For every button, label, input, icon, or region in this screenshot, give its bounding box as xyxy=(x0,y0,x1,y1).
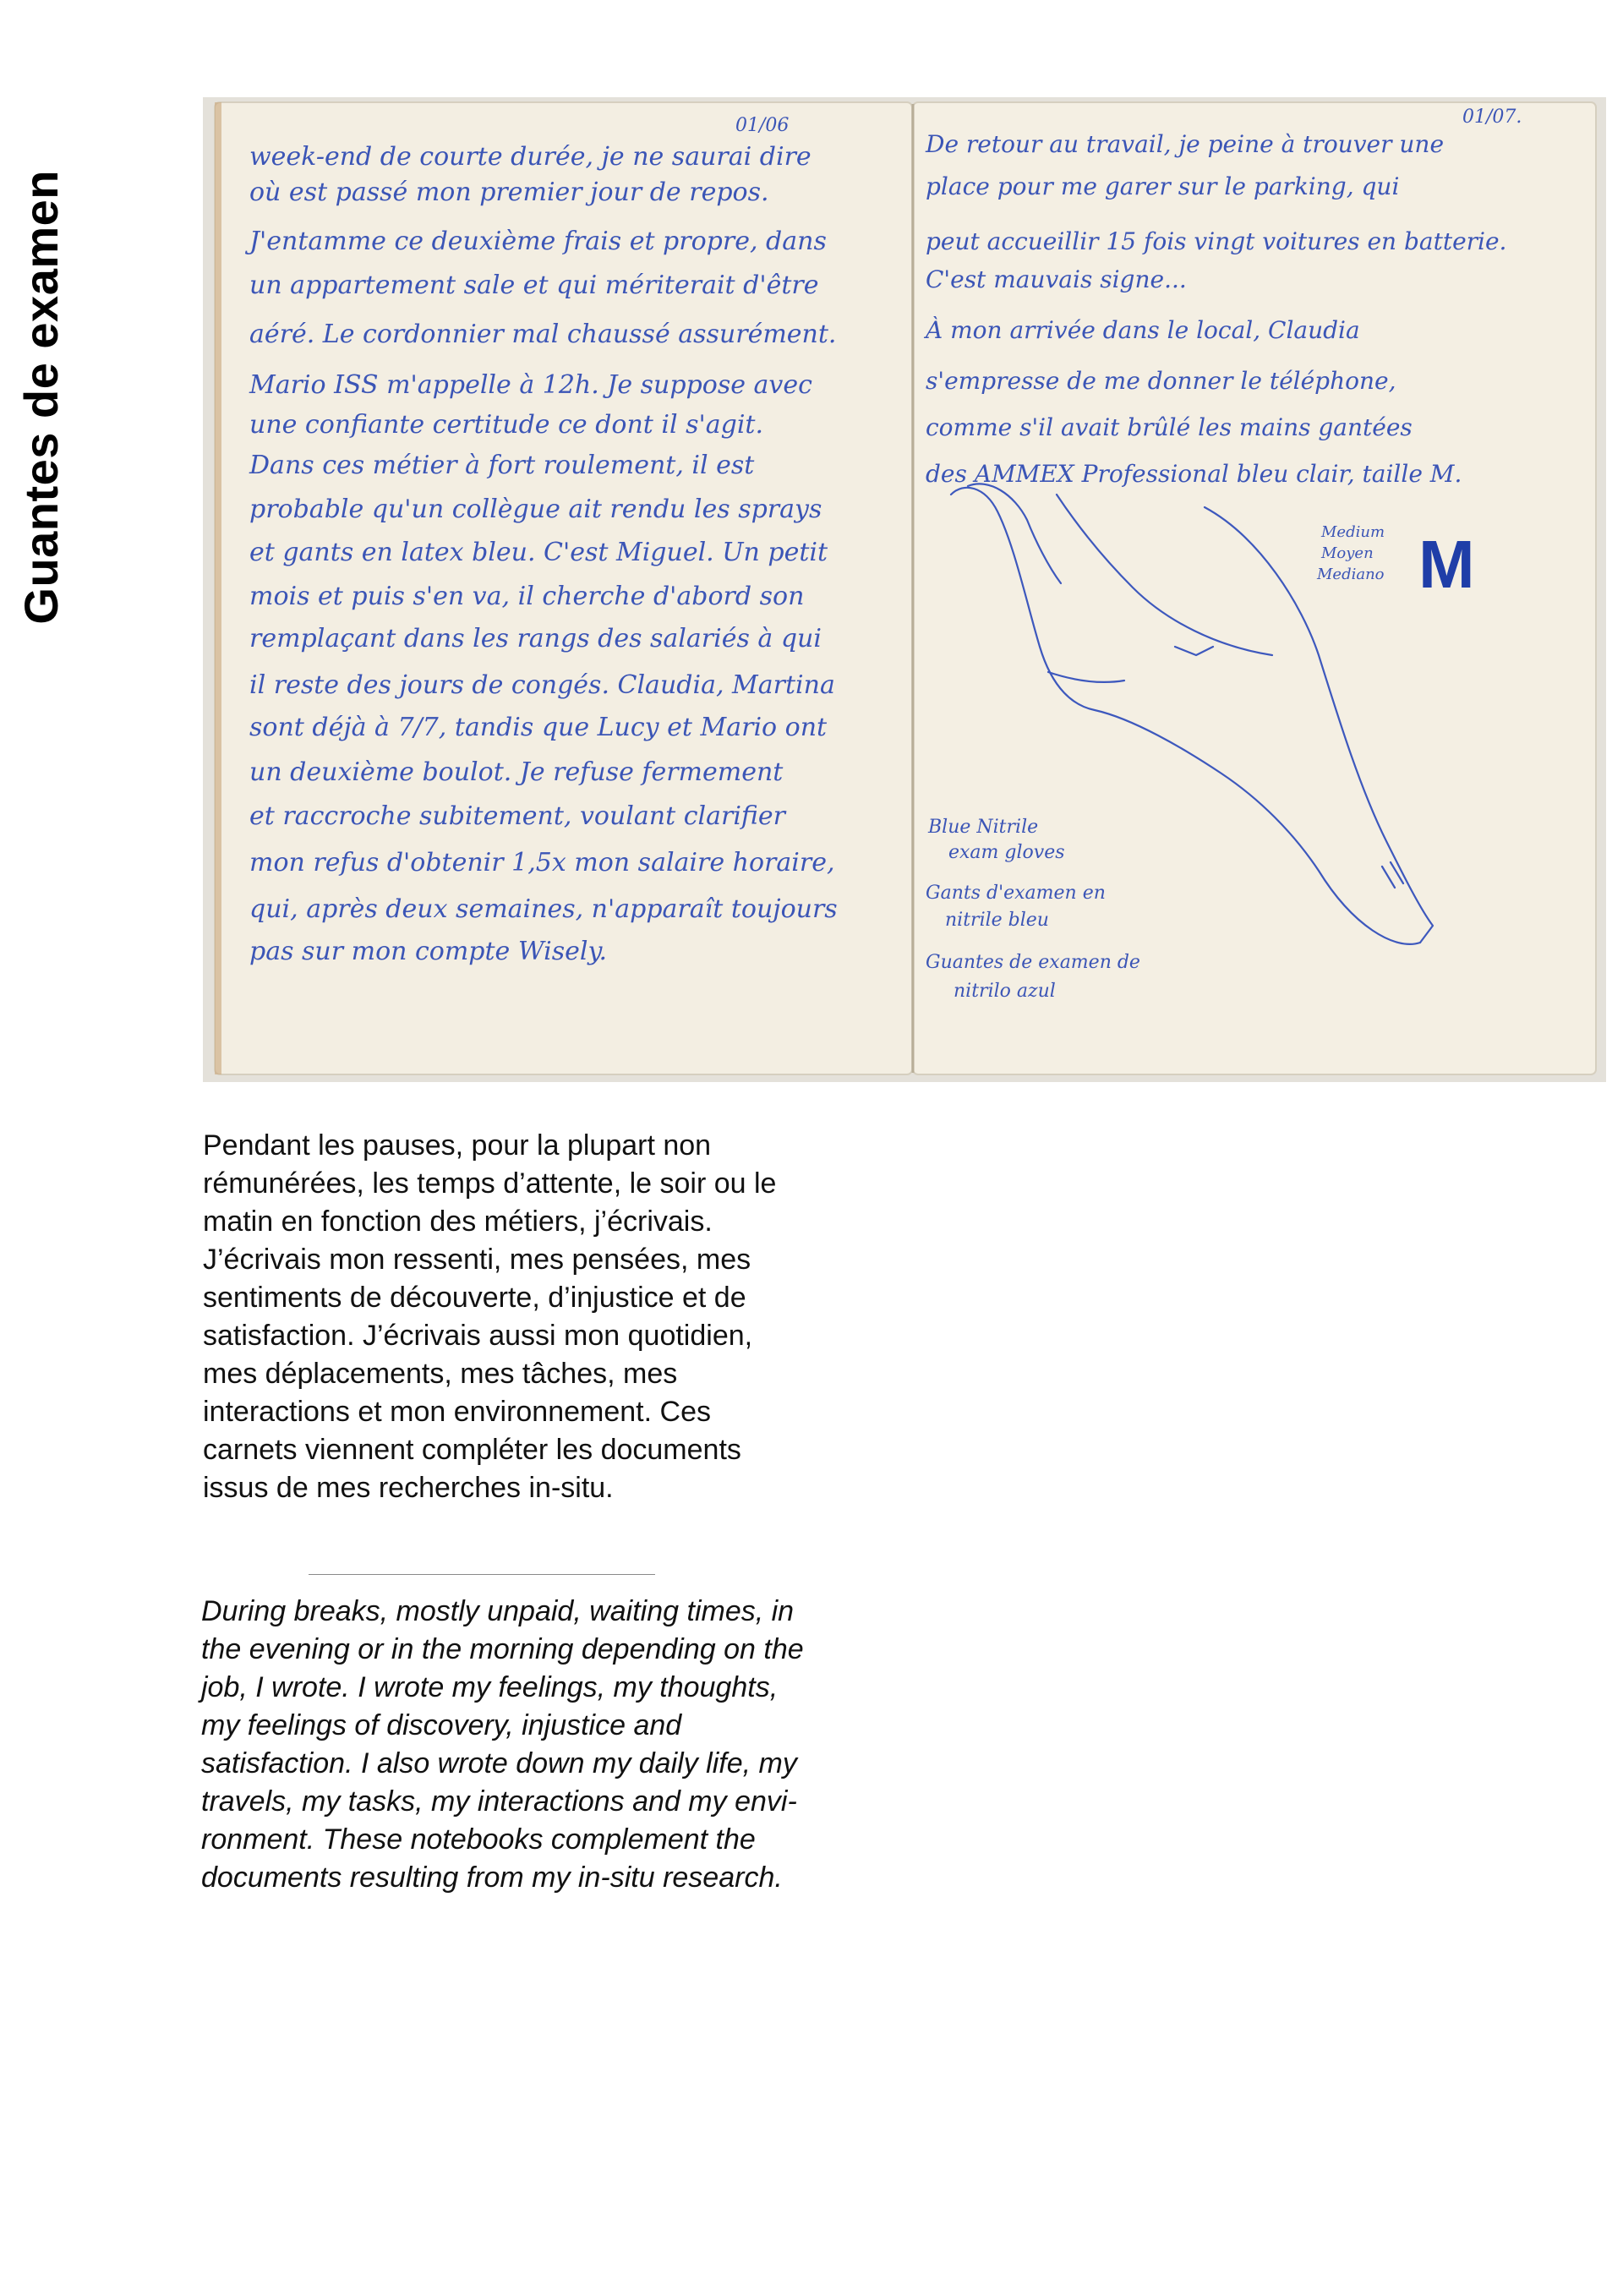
side-title-text: Guantes de examen xyxy=(14,170,68,625)
left-line: remplaçant dans les rangs des salariés à qui xyxy=(249,624,822,653)
right-line: À mon arrivée dans le local, Claudia xyxy=(926,316,1360,344)
left-line: une confiante certitude ce dont il s'agit. xyxy=(249,410,764,440)
glove-caption: Blue Nitrile xyxy=(928,817,1039,838)
notebook-photo xyxy=(203,97,1606,1082)
left-line: probable qu'un collègue ait rendu les sprays xyxy=(249,495,822,524)
right-line: s'empresse de me donner le téléphone, xyxy=(926,367,1396,395)
right-line: peut accueillir 15 fois vingt voitures en batterie. xyxy=(926,227,1507,255)
left-line: et gants en latex bleu. C'est Miguel. Un petit xyxy=(249,538,828,567)
glove-caption: Gants d'examen en xyxy=(926,883,1106,904)
right-line: des AMMEX Professional bleu clair, taille M. xyxy=(926,460,1462,488)
left-line: mois et puis s'en va, il cherche d'abord son xyxy=(249,582,805,611)
notebook-spread xyxy=(203,97,1606,1082)
size-label: Mediano xyxy=(1317,566,1385,583)
size-label: Moyen xyxy=(1321,544,1374,562)
paragraph-english: During breaks, mostly unpaid, waiting times, in the evening or in the morning depending on the job, I wrote. I wrote my feelings, my thoughts, my feelings of discovery, injustice and satisfaction. I also wrote down my daily life, my travels, my tasks, my interactions and my environment. These notebooks complement the documents resulting from my in-situ research. xyxy=(201,1595,804,1894)
glove-caption: nitrile bleu xyxy=(945,910,1049,931)
left-line: sont déjà à 7/7, tandis que Lucy et Mario ont xyxy=(249,713,828,742)
glove-caption: nitrilo azul xyxy=(954,981,1056,1002)
left-page-edge xyxy=(215,102,221,1074)
size-label: Medium xyxy=(1321,523,1385,541)
left-line: un deuxième boulot. Je refuse fermement xyxy=(249,757,784,787)
side-title xyxy=(7,127,74,668)
section-divider xyxy=(309,1574,655,1575)
left-line: Mario ISS m'appelle à 12h. Je suppose avec xyxy=(249,370,812,400)
right-line: C'est mauvais signe... xyxy=(926,265,1187,293)
left-line: et raccroche subitement, voulant clarifier xyxy=(249,801,786,831)
paragraph-french: Pendant les pauses, pour la plupart non rémunérées, les temps d’attente, le soir ou le matin en fonction des métiers, j’écrivais. J’écrivais mon ressenti, mes pensées, mes sentiments de découverte, d’injustice et de satisfaction. J’écrivais aussi mon quotidien, mes déplacements, mes tâches, mes interactions et mon environnement. Ces carnets viennent compléter les documents issus de mes recherches in-situ. xyxy=(203,1129,777,1504)
left-line: pas sur mon compte Wisely. xyxy=(249,937,607,966)
right-line: place pour me garer sur le parking, qui xyxy=(926,172,1400,200)
left-line: il reste des jours de congés. Claudia, Martina xyxy=(249,670,835,700)
left-line: Dans ces métier à fort roulement, il est xyxy=(249,451,755,480)
left-line: un appartement sale et qui mériterait d'être xyxy=(249,271,819,300)
glove-caption: Guantes de examen de xyxy=(926,952,1140,973)
left-line: qui, après deux semaines, n'apparaît toujours xyxy=(249,894,838,924)
left-line: aéré. Le cordonnier mal chaussé assurément. xyxy=(249,320,837,349)
left-line: mon refus d'obtenir 1,5x mon salaire horaire, xyxy=(249,848,835,877)
size-letter-stamp: M xyxy=(1418,527,1475,602)
glove-caption: exam gloves xyxy=(948,842,1065,863)
right-line: comme s'il avait brûlé les mains gantées xyxy=(926,413,1413,441)
left-line: J'entamme ce deuxième frais et propre, dans xyxy=(249,227,827,256)
left-page-date: 01/06 xyxy=(735,115,790,136)
left-line: week-end de courte durée, je ne saurai dire xyxy=(249,142,812,172)
left-line: où est passé mon premier jour de repos. xyxy=(249,178,769,207)
right-page-date: 01/07. xyxy=(1462,107,1522,128)
right-line: De retour au travail, je peine à trouver une xyxy=(926,130,1445,158)
